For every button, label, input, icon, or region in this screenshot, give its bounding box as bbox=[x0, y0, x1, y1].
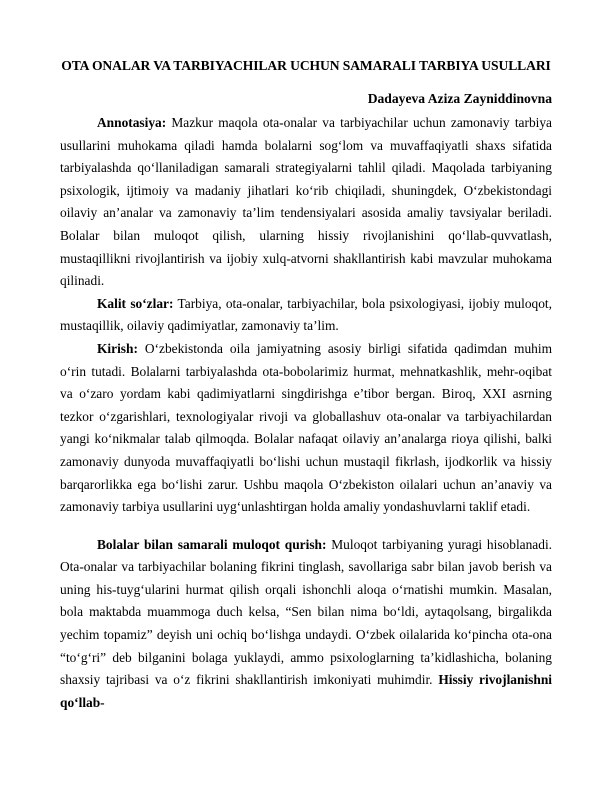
paper-page bbox=[60, 57, 552, 714]
keywords-label: Kalit so‘zlar: bbox=[97, 295, 174, 311]
author-name: Dadayeva Aziza Zayniddinovna bbox=[367, 91, 552, 106]
section1-trailing-label: Hissiy rivojlanishni qo‘llab- bbox=[60, 672, 552, 710]
keywords-paragraph bbox=[60, 293, 552, 338]
intro-text: O‘zbekistonda oila jamiyatning asosiy birligi sifatida qadimdan muhim o‘rin tutadi. Bolalarni tarbiyalashda ota-bobolarimiz hurmat, mehnatkashlik, mehr-oqibat va o‘zaro yordam kabi qadimiyatlarni singdirishga e’tibor bergan. Biroq, XXI asrning tezkor o‘zgarishlari, texnologiyalar rivoji va globallashuv ota-onalar va tarbiyachilardan yangi ko‘nikmalar talab qilmoqda. Bolalar nafaqat oilaviy an’analarga rioya qilishi, balki zamonaviy dunyoda muvaffaqiyatli bo‘lishi uchun mustaqil fikrlash, ijodkorlik va hissiy barqarorlikka ega bo‘lishi zarur. Ushbu maqola O‘zbekiston oilalari uchun an’anaviy va zamonaviy tarbiya usullarini uyg‘unlashtirgan holda amaliy yondashuvlarni taklif etadi. bbox=[60, 340, 552, 515]
section1-label: Bolalar bilan samarali muloqot qurish: bbox=[97, 536, 327, 552]
annotation-paragraph bbox=[60, 112, 552, 293]
keywords-text: Tarbiya, ota-onalar, tarbiyachilar, bola psixologiyasi, ijobiy muloqot, mustaqillik, oilaviy qadimiyatlar, zamonaviy ta’lim. bbox=[60, 295, 552, 334]
paper-title: OTA ONALAR VA TARBIYACHILAR UCHUN SAMARALI TARBIYA USULLARI bbox=[61, 58, 551, 73]
annotation-label: Annotasiya: bbox=[97, 115, 167, 130]
intro-paragraph bbox=[60, 338, 552, 519]
section1-text: Muloqot tarbiyaning yuragi hisoblanadi. Ota-onalar va tarbiyachilar bolaning fikrini tinglash, savollariga sabr bilan javob berish va uning his-tuyg‘ularini hurmat qilish orqali ishonchli aloqa o‘rnatishi mumkin. Masalan, bola maktabda muammoga duch kelsa, “Sen bilan nima bo‘ldi, aytaqolsang, birgalikda yechim topamiz” deyish uni ochiq bo‘lishga undaydi. O‘zbek oilalarida ko‘pincha ota-ona “to‘g‘ri” deb bilganini bolaga yuklaydi, ammo psixologlarning ta’kidlashicha, bolaning shaxsiy tajribasi va o‘z fikrini shakllantirish imkoniyati muhimdir. bbox=[60, 536, 553, 688]
section1-paragraph bbox=[60, 534, 552, 715]
intro-label: Kirish: bbox=[97, 340, 138, 356]
annotation-text: Mazkur maqola ota-onalar va tarbiyachilar uchun zamonaviy tarbiya usullarini muhokama qiladi hamda bolalarni sog‘lom va muvaffaqiyatli shaxs sifatida tarbiyalashda qo‘llaniladigan samarali strategiyalarni tahlil qiladi. Maqolada tarbiyaning psixologik, ijtimoiy va madaniy jihatlari ko‘rib chiqiladi, shuningdek, O‘zbekistondagi oilaviy an’analar va zamonaviy ta’lim tendensiyalari asosida amaliy tavsiyalar beriladi. Bolalar bilan muloqot qilish, ularning hissiy rivojlanishini qo‘llab-quvvatlash, mustaqillikni rivojlantirish va ijobiy xulq-atvorni shakllantirish kabi mavzular muhokama qilinadi. bbox=[60, 115, 552, 289]
